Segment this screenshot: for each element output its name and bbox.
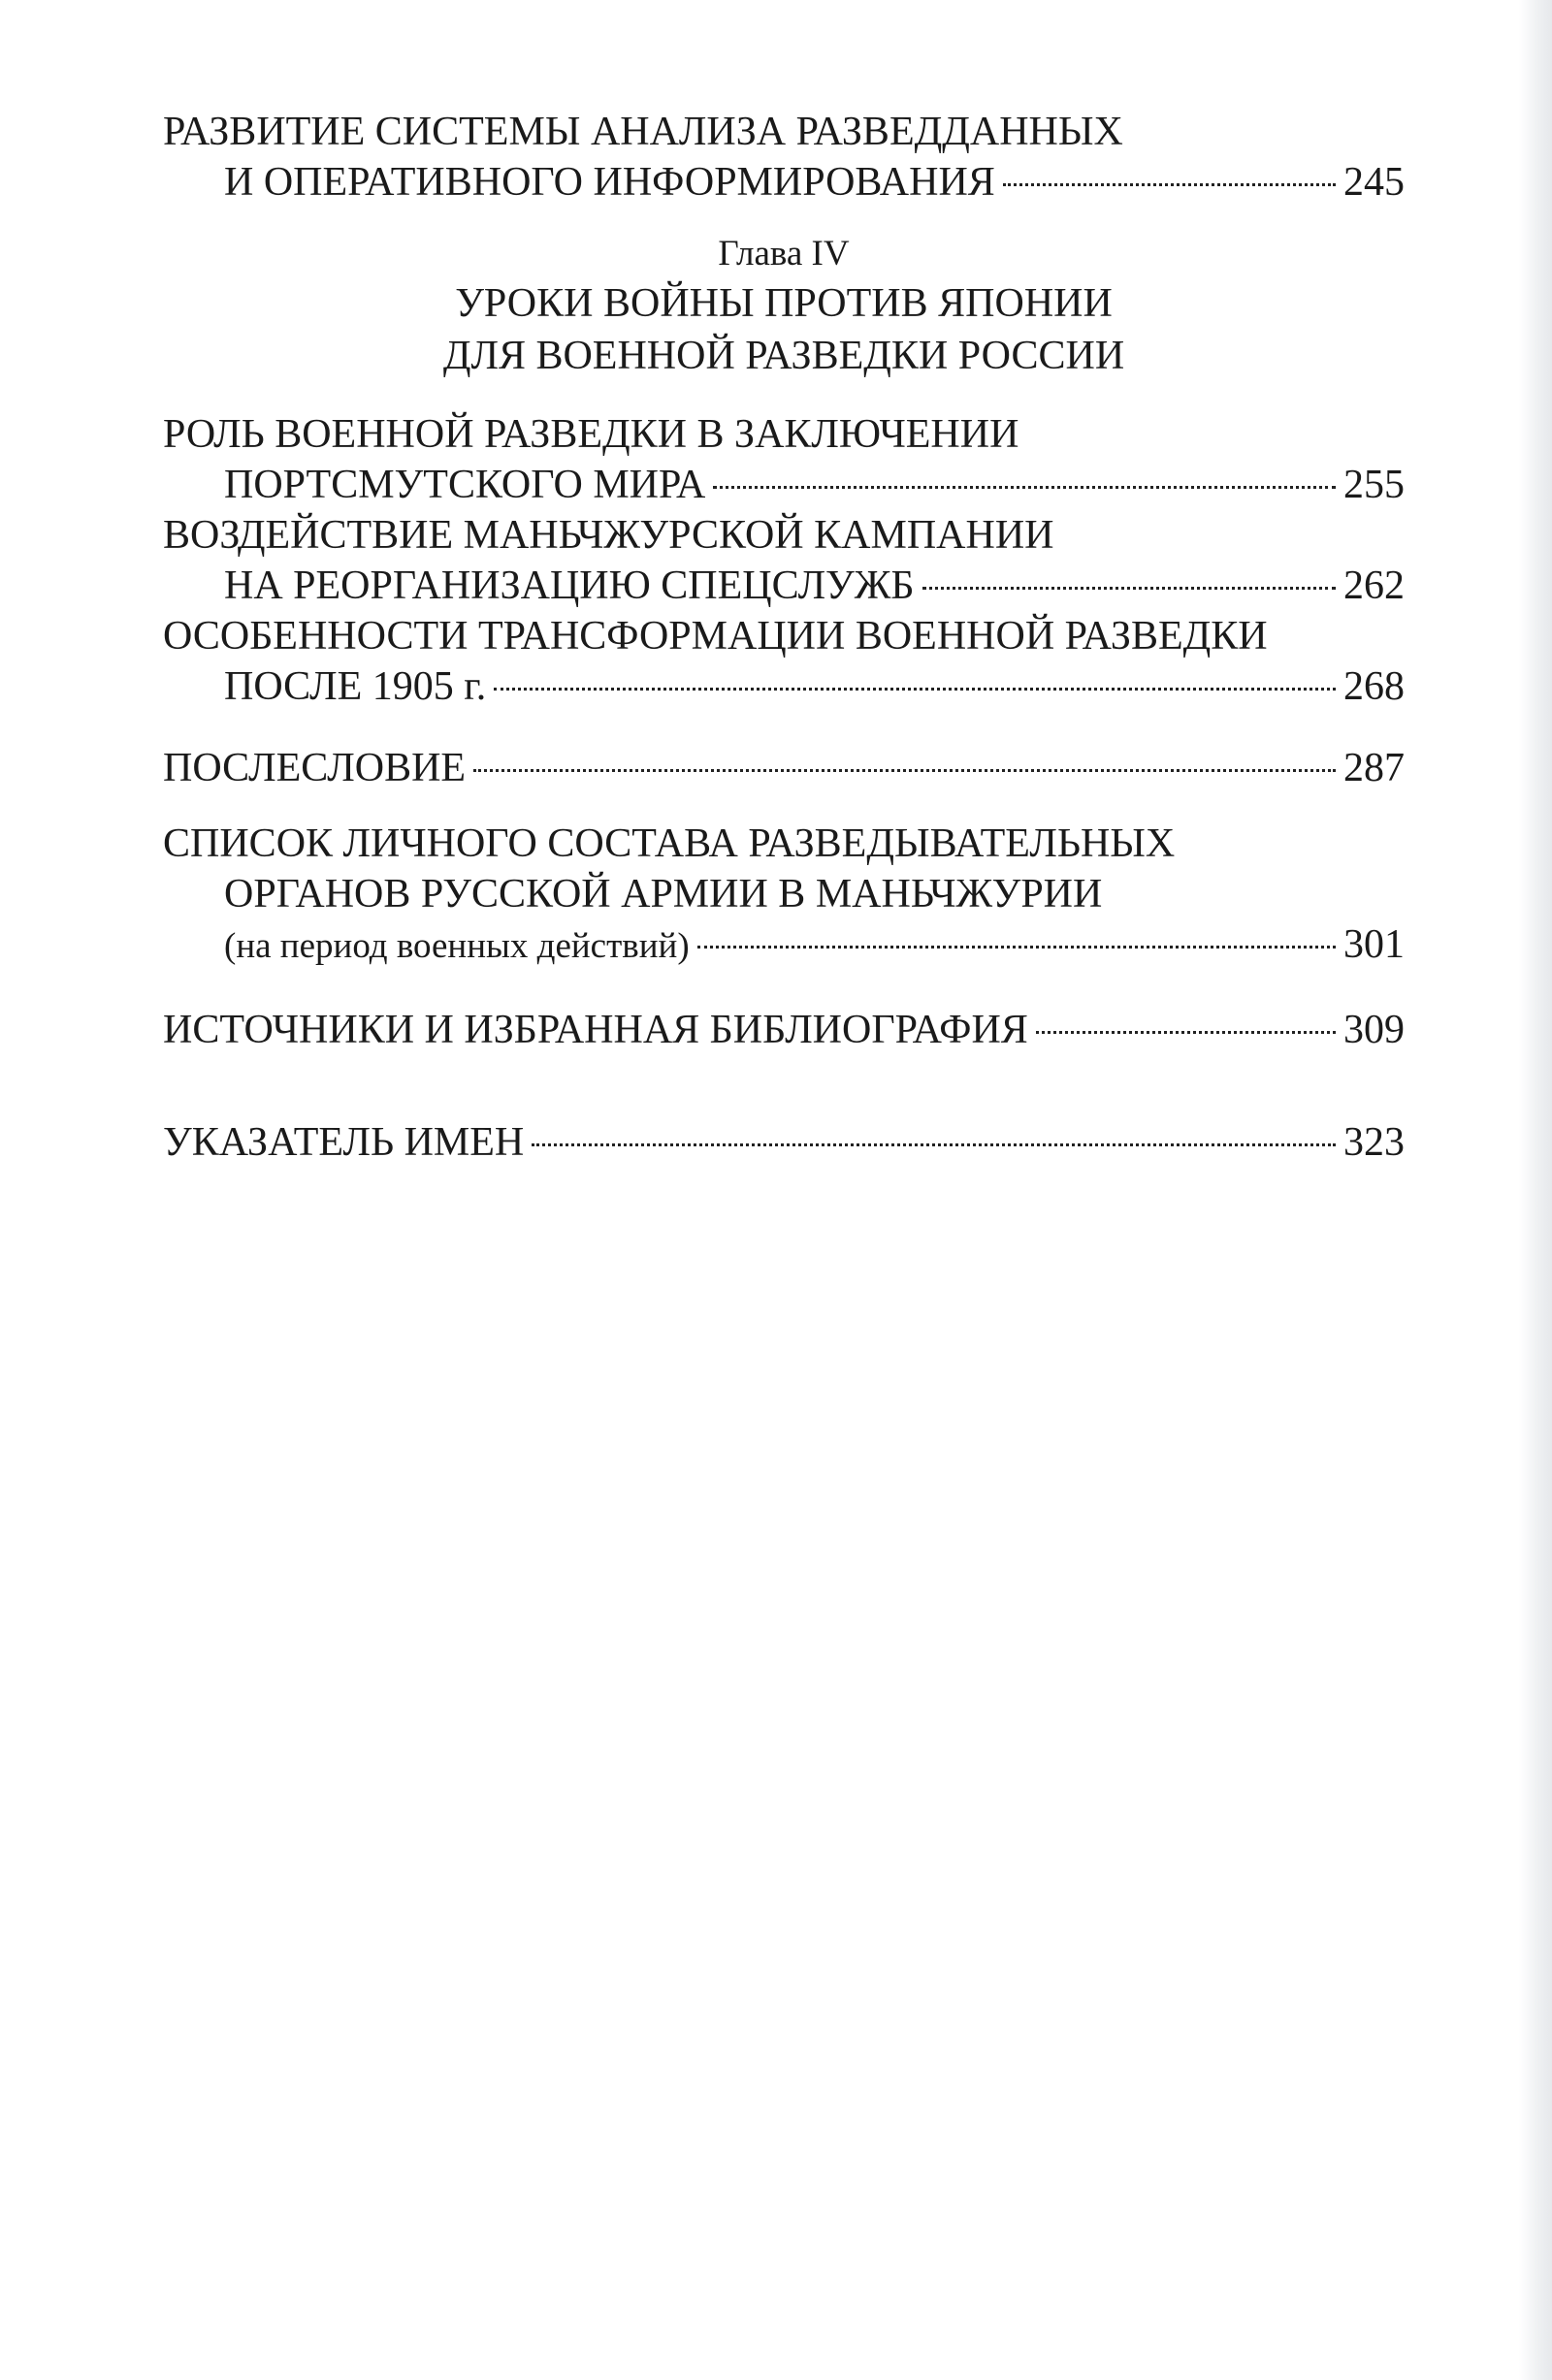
dot-leader xyxy=(697,946,1336,949)
toc-entry-title-line: РАЗВИТИЕ СИСТЕМЫ АНАЛИЗА РАЗВЕДДАННЫХ xyxy=(163,110,1123,154)
page-number: 301 xyxy=(1343,922,1405,967)
toc-entry-leader-line xyxy=(163,561,1405,611)
toc-entry-leader-line xyxy=(163,157,1405,208)
dot-leader xyxy=(473,769,1336,772)
page-number: 245 xyxy=(1343,160,1405,205)
page-number: 255 xyxy=(1343,463,1405,507)
toc-entry-title-line: СПИСОК ЛИЧНОГО СОСТАВА РАЗВЕДЫВАТЕЛЬНЫХ xyxy=(163,821,1176,866)
toc-entry-leader-line xyxy=(163,919,1405,972)
dot-leader xyxy=(922,587,1336,590)
dot-leader xyxy=(532,1143,1336,1146)
page-number: 323 xyxy=(1343,1120,1405,1165)
toc-entry-portsmouth[interactable] xyxy=(163,409,1405,510)
toc-entry-intelligence-analysis[interactable] xyxy=(163,107,1405,208)
toc-entry-leader-line xyxy=(163,743,1405,793)
toc-entry-transformation[interactable] xyxy=(163,611,1405,712)
toc-entry-title-line: ОСОБЕННОСТИ ТРАНСФОРМАЦИИ ВОЕННОЙ РАЗВЕДКИ xyxy=(163,614,1268,659)
chapter-heading xyxy=(163,231,1405,382)
toc-entry-title: ИСТОЧНИКИ И ИЗБРАННАЯ БИБЛИОГРАФИЯ xyxy=(163,1008,1028,1052)
toc-entry-title-line: ОРГАНОВ РУССКОЙ АРМИИ В МАНЬЧЖУРИИ xyxy=(224,872,1103,917)
toc-entry-title: УКАЗАТЕЛЬ ИМЕН xyxy=(163,1120,525,1165)
page-number: 262 xyxy=(1343,563,1405,608)
dot-leader xyxy=(713,486,1336,489)
table-of-contents xyxy=(163,107,1405,1168)
dot-leader xyxy=(1036,1031,1336,1034)
toc-entry-title-line: ВОЗДЕЙСТВИЕ МАНЬЧЖУРСКОЙ КАМПАНИИ xyxy=(163,513,1054,558)
toc-entry-leader-line xyxy=(163,661,1405,712)
toc-entry-sources[interactable] xyxy=(163,1005,1405,1055)
toc-entry-title-line: И ОПЕРАТИВНОГО ИНФОРМИРОВАНИЯ xyxy=(224,160,995,205)
toc-entry-leader-line xyxy=(163,1117,1405,1168)
toc-entry-name-index[interactable] xyxy=(163,1117,1405,1168)
toc-entry-manchurian-campaign[interactable] xyxy=(163,510,1405,611)
page-number: 287 xyxy=(1343,746,1405,790)
toc-entry-title-line: НА РЕОРГАНИЗАЦИЮ СПЕЦСЛУЖБ xyxy=(224,563,915,608)
toc-entry-subtitle: (на период военных действий) xyxy=(224,926,690,966)
toc-entry-leader-line xyxy=(163,1005,1405,1055)
page-edge-shadow xyxy=(1519,0,1552,2380)
toc-entry-afterword[interactable] xyxy=(163,743,1405,793)
page-number: 309 xyxy=(1343,1008,1405,1052)
dot-leader xyxy=(494,688,1336,691)
page-number: 268 xyxy=(1343,664,1405,709)
chapter-label: Глава IV xyxy=(718,234,850,273)
toc-entry-leader-line xyxy=(163,460,1405,510)
chapter-title-line: УРОКИ ВОЙНЫ ПРОТИВ ЯПОНИИ xyxy=(455,281,1113,326)
toc-entry-personnel-list[interactable] xyxy=(163,819,1405,972)
toc-entry-title: ПОСЛЕСЛОВИЕ xyxy=(163,746,467,790)
toc-entry-title-line: ПОРТСМУТСКОГО МИРА xyxy=(224,463,706,507)
dot-leader xyxy=(1003,183,1336,186)
chapter-title-line: ДЛЯ ВОЕННОЙ РАЗВЕДКИ РОССИИ xyxy=(442,334,1125,378)
toc-entry-title-line: ПОСЛЕ 1905 г. xyxy=(224,664,487,709)
toc-entry-title-line: РОЛЬ ВОЕННОЙ РАЗВЕДКИ В ЗАКЛЮЧЕНИИ xyxy=(163,412,1019,457)
